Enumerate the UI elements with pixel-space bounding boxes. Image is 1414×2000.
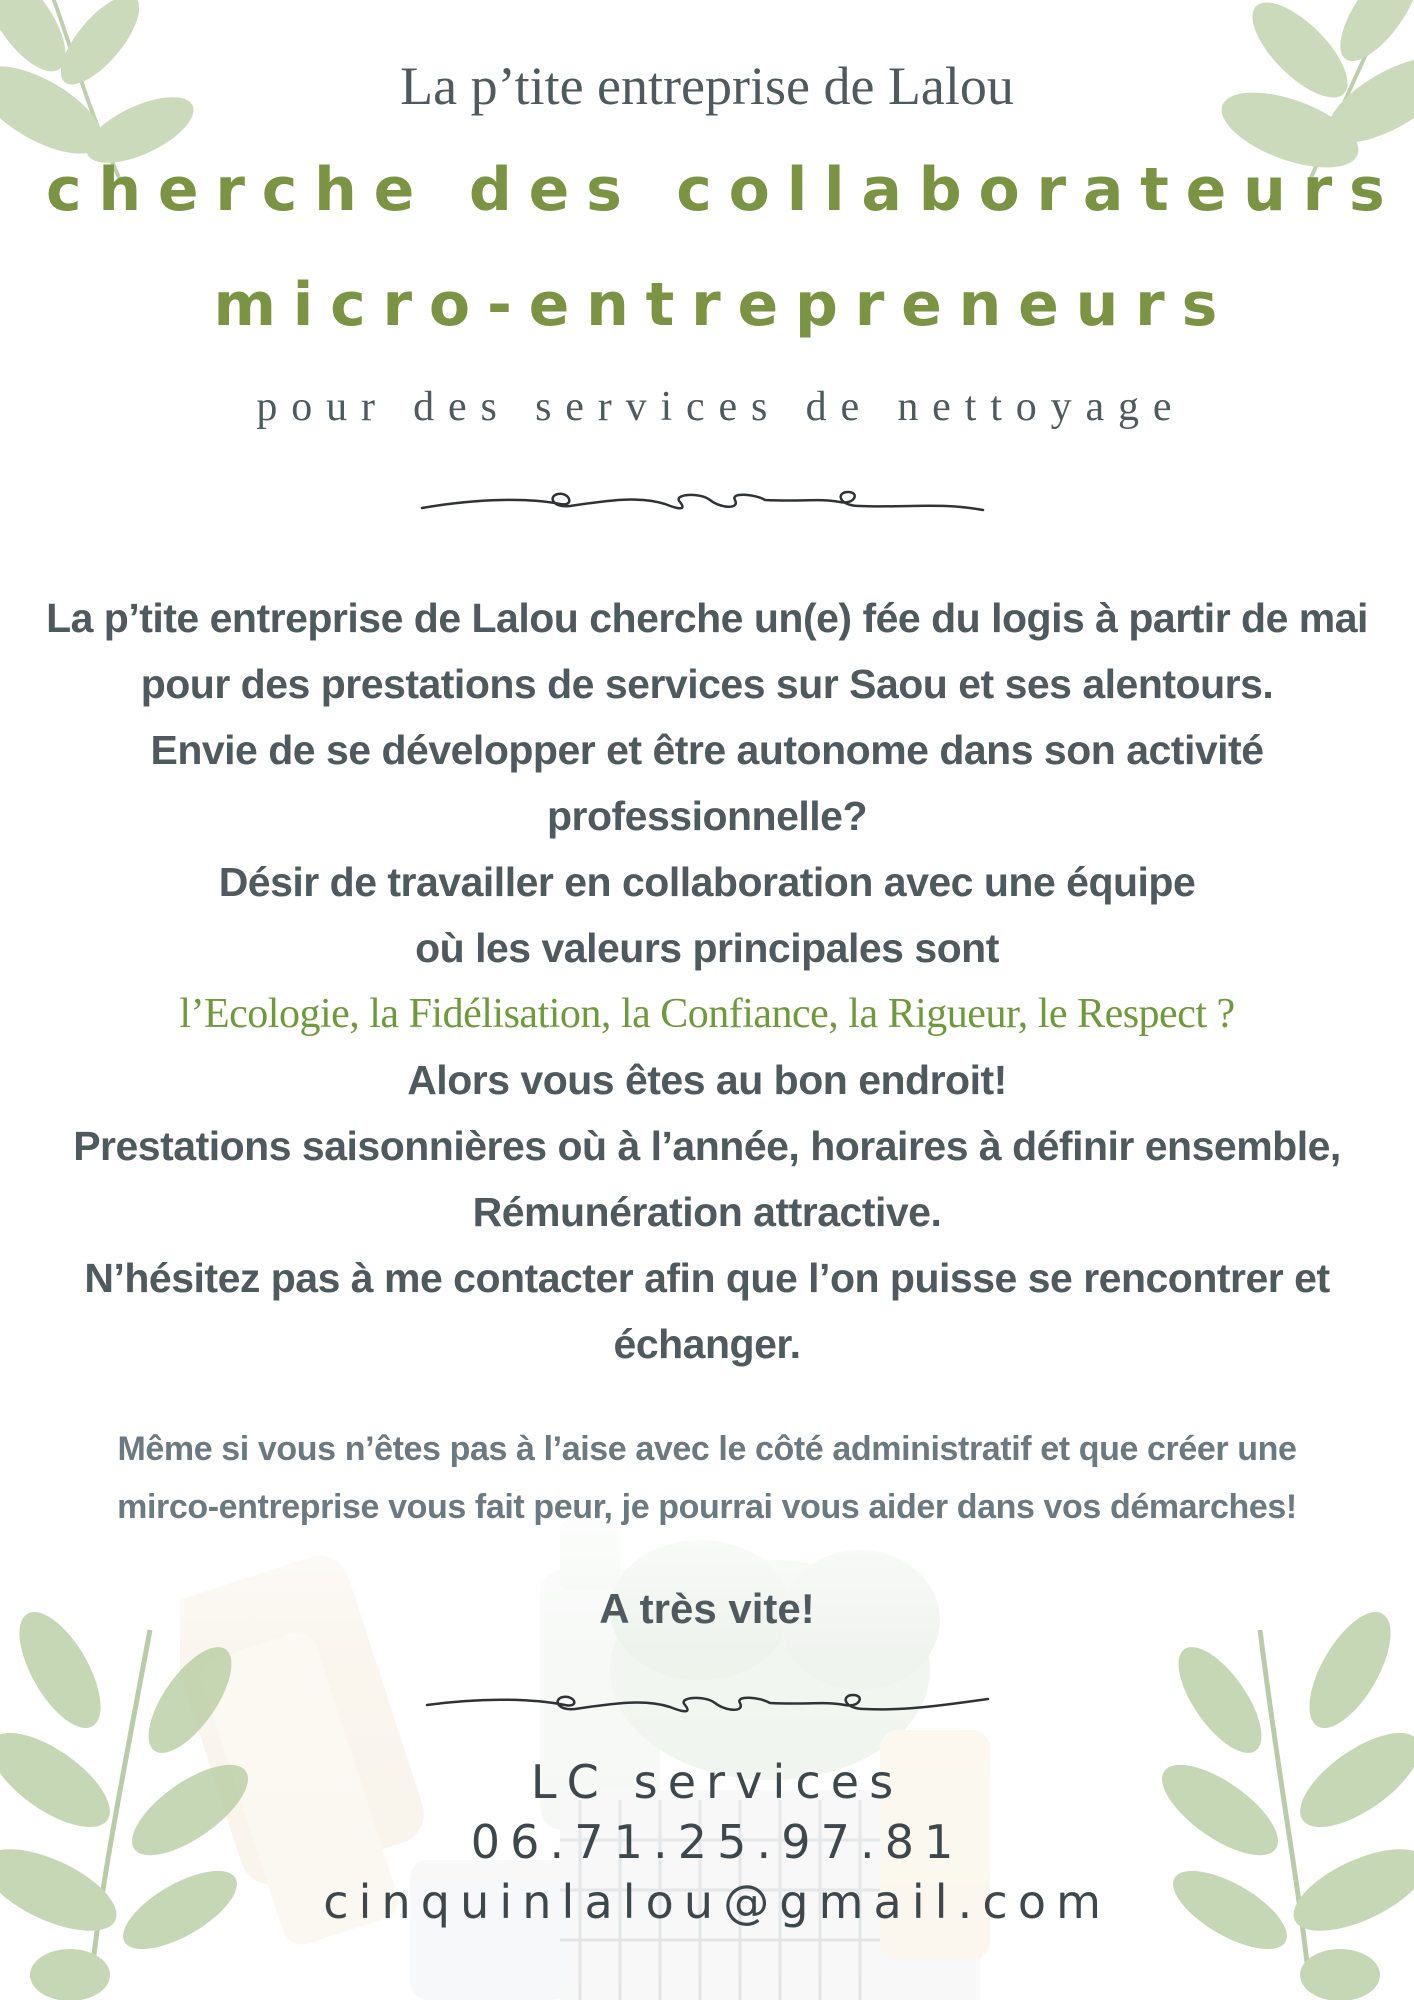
values-line: l’Ecologie, la Fidélisation, la Confiance, la Rigueur, le Respect ? (179, 991, 1235, 1037)
note-line-2: mirco-entreprise vous fait peur, je pourrai vous aider dans vos démarches! (117, 1488, 1297, 1526)
company-line: La p’tite entreprise de Lalou (400, 56, 1014, 116)
body-line: N’hésitez pas à me contacter afin que l’on puisse se rencontrer et (84, 1255, 1330, 1301)
swirl-divider-top-icon (420, 480, 985, 520)
admin-help-note (0, 1420, 1414, 1536)
body-line: professionnelle? (546, 793, 868, 839)
contact-email[interactable]: cinquinlalou@gmail.com (323, 1875, 1112, 1929)
body-paragraph (0, 585, 1414, 1377)
note-line-1: Même si vous n’êtes pas à l’aise avec le côté administratif et que créer une (117, 1430, 1297, 1468)
body-line: La p’tite entreprise de Lalou cherche un(e) fée du logis à partir de mai (46, 595, 1368, 641)
swirl-divider-bottom-icon (425, 1685, 990, 1725)
subline: pour des services de nettoyage (256, 384, 1186, 430)
signoff: A très vite! (599, 1585, 815, 1632)
body-line: pour des prestations de services sur Saou et ses alentours. (140, 661, 1274, 707)
body-line: Alors vous êtes au bon endroit! (407, 1057, 1007, 1103)
body-line: Envie de se développer et être autonome dans son activité (150, 727, 1264, 773)
contact-phone[interactable]: 06.71.25.97.81 (470, 1815, 964, 1869)
body-line: où les valeurs principales sont (415, 925, 999, 971)
body-line: Rémunération attractive. (472, 1189, 942, 1235)
contact-name: LC services (530, 1755, 904, 1809)
headline-line-1: cherche des collaborateurs (46, 155, 1402, 225)
body-line: échanger. (613, 1321, 801, 1367)
body-line: Désir de travailler en collaboration avec une équipe (218, 859, 1196, 905)
headline-line-2: micro-entrepreneurs (213, 270, 1235, 340)
body-line: Prestations saisonnières où à l’année, horaires à définir ensemble, (73, 1123, 1341, 1169)
